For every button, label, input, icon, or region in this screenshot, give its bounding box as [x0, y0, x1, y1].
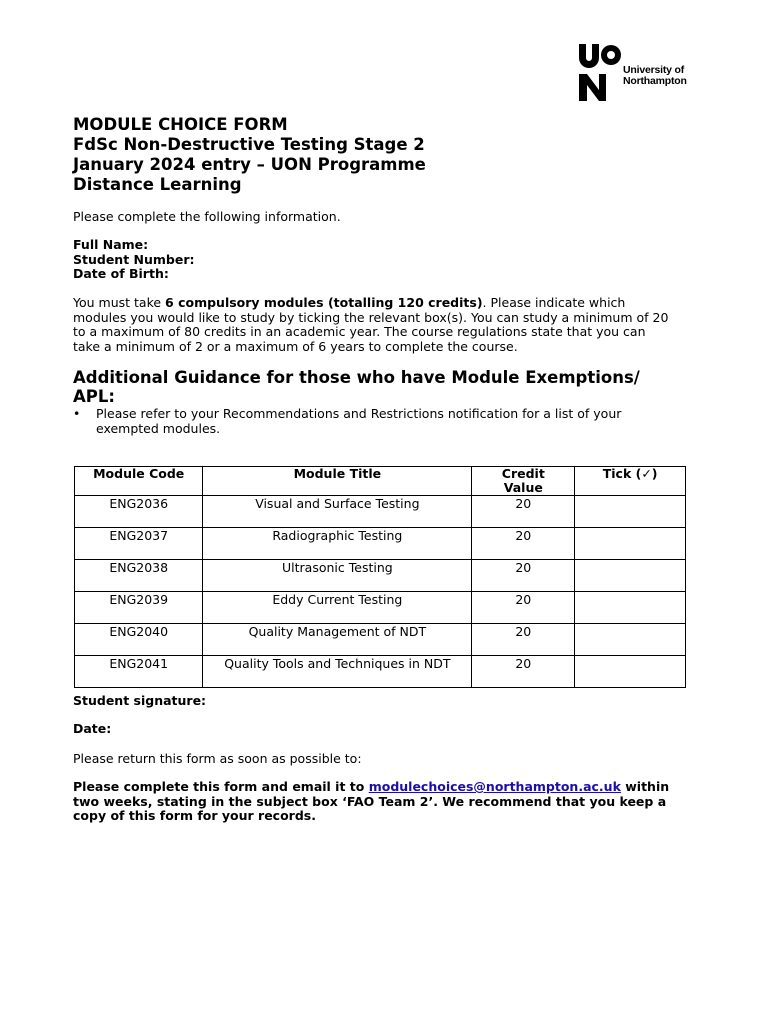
- requirements-line1-rest: . Please indicate which: [482, 295, 626, 310]
- bullet-line-2: exempted modules.: [96, 420, 221, 436]
- tick-box[interactable]: [575, 528, 686, 560]
- student-signature-label: Student signature:: [73, 693, 207, 708]
- header-module-code: Module Code: [75, 467, 203, 496]
- tick-box[interactable]: [575, 496, 686, 528]
- header-credit-line-1: Credit: [501, 466, 545, 481]
- module-title-cell: Quality Tools and Techniques in NDT: [203, 656, 472, 688]
- credit-value-cell: 20: [472, 528, 575, 560]
- requirements-line-4: take a minimum of 2 or a maximum of 6 years to complete the course.: [73, 338, 518, 354]
- uon-logo-mark: [578, 44, 622, 102]
- tick-box[interactable]: [575, 560, 686, 592]
- student-number-label: Student Number:: [73, 251, 195, 267]
- closing-line1-rest: within: [620, 779, 670, 794]
- module-title-cell: Quality Management of NDT: [203, 624, 472, 656]
- return-instructions: Please return this form as soon as possible to:: [73, 751, 362, 766]
- requirements-line-3: to a maximum of 80 credits in an academic year. The course regulations state that you can: [73, 324, 646, 339]
- credit-value-cell: 20: [472, 656, 575, 688]
- guidance-bullet: [73, 407, 673, 436]
- tick-box[interactable]: [575, 592, 686, 624]
- intro-text: Please complete the following information.: [73, 209, 341, 224]
- table-row: [75, 624, 686, 656]
- title-line-4: Distance Learning: [73, 175, 242, 194]
- closing-line-3: copy of this form for your records.: [73, 808, 316, 823]
- personal-fields: [73, 238, 195, 282]
- requirements-line-2: modules you would like to study by ticking the relevant box(s). You can study a minimum of 20: [73, 309, 669, 325]
- guidance-heading-line-2: APL:: [73, 387, 115, 406]
- guidance-heading: [73, 368, 713, 406]
- bullet-line-1: Please refer to your Recommendations and Restrictions notification for a list of your: [96, 406, 622, 421]
- logo-line-2: Northampton: [623, 75, 687, 87]
- logo-wordmark: [623, 65, 687, 87]
- credit-value-cell: 20: [472, 592, 575, 624]
- form-title: [73, 115, 426, 195]
- closing-prefix: Please complete this form and email it to: [73, 779, 369, 794]
- closing-line-2: two weeks, stating in the subject box ‘FAO Team 2’. We recommend that you keep a: [73, 793, 667, 809]
- module-code-cell: ENG2037: [75, 528, 203, 560]
- university-logo: [578, 44, 698, 102]
- table-row: [75, 656, 686, 688]
- bullet-icon: •: [73, 406, 81, 421]
- header-credit-line-2: Value: [503, 479, 543, 495]
- module-code-cell: ENG2041: [75, 656, 203, 688]
- table-row: [75, 496, 686, 528]
- requirements-paragraph: [73, 296, 713, 354]
- module-code-cell: ENG2039: [75, 592, 203, 624]
- table-row: [75, 560, 686, 592]
- date-of-birth-label: Date of Birth:: [73, 266, 169, 281]
- title-line-1: MODULE CHOICE FORM: [73, 115, 288, 134]
- date-label: Date:: [73, 721, 112, 736]
- title-line-3: January 2024 entry – UON Programme: [73, 155, 426, 174]
- credit-value-cell: 20: [472, 624, 575, 656]
- logo-line-1: University of: [623, 64, 684, 76]
- tick-box[interactable]: [575, 624, 686, 656]
- header-tick: Tick (✓): [575, 467, 686, 496]
- module-title-cell: Ultrasonic Testing: [203, 560, 472, 592]
- closing-instructions: [73, 780, 713, 824]
- module-code-cell: ENG2036: [75, 496, 203, 528]
- module-title-cell: Eddy Current Testing: [203, 592, 472, 624]
- header-module-title: Module Title: [203, 467, 472, 496]
- module-code-cell: ENG2040: [75, 624, 203, 656]
- email-link[interactable]: modulechoices@northampton.ac.uk: [368, 779, 621, 794]
- table-row: [75, 528, 686, 560]
- module-title-cell: Radiographic Testing: [203, 528, 472, 560]
- module-table: [74, 466, 686, 688]
- table-header-row: [75, 467, 686, 496]
- credit-value-cell: 20: [472, 496, 575, 528]
- full-name-label: Full Name:: [73, 237, 149, 252]
- guidance-heading-line-1: Additional Guidance for those who have Module Exemptions/: [73, 368, 640, 387]
- requirements-prefix: You must take: [73, 295, 166, 310]
- module-code-cell: ENG2038: [75, 560, 203, 592]
- title-line-2: FdSc Non-Destructive Testing Stage 2: [73, 135, 425, 154]
- module-title-cell: Visual and Surface Testing: [203, 496, 472, 528]
- requirements-bold: 6 compulsory modules (totalling 120 credits): [165, 295, 483, 310]
- credit-value-cell: 20: [472, 560, 575, 592]
- table-row: [75, 592, 686, 624]
- tick-box[interactable]: [575, 656, 686, 688]
- header-credit-value: [472, 467, 575, 496]
